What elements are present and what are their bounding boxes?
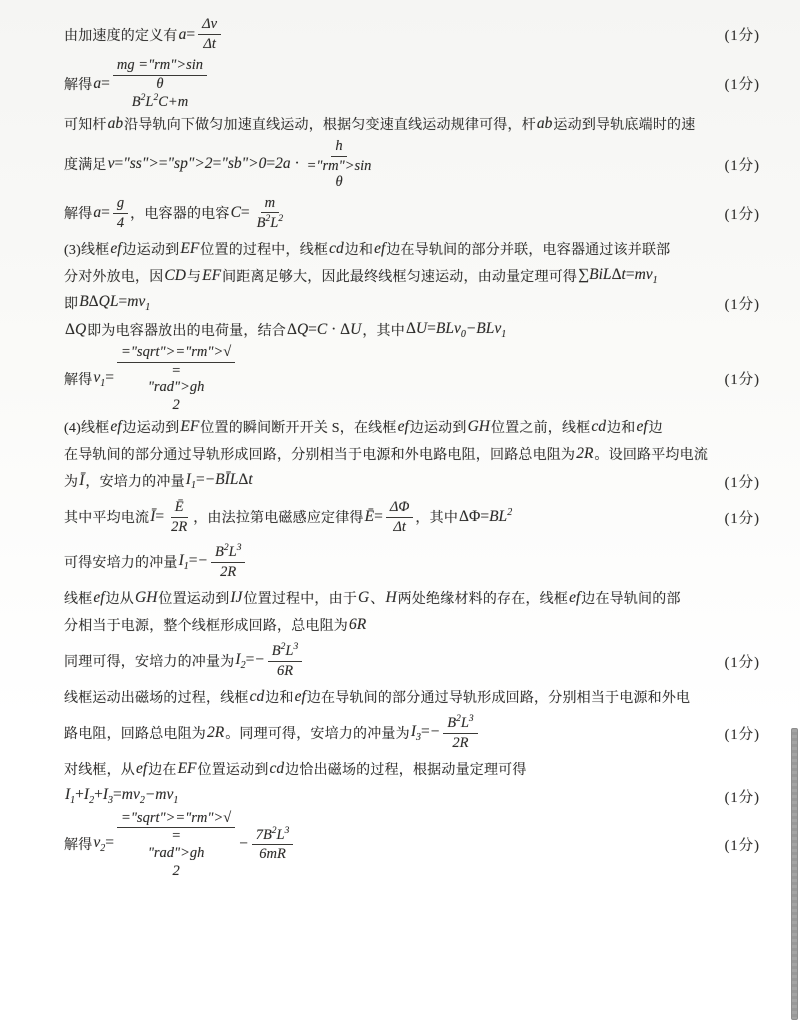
chinese-text: 解得 (64, 77, 93, 93)
line-text (64, 344, 237, 414)
solution-line (64, 684, 760, 711)
math-expression: ef (110, 418, 122, 436)
math-expression: C= (230, 204, 250, 222)
math-expression: Ī (79, 472, 85, 490)
math-expression: GH (135, 589, 158, 607)
chinese-text: 边在导轨间的部分并联，电容器通过该并联部 (386, 243, 671, 259)
math-expression: $I_3=-$ (410, 722, 441, 744)
math-expression: ef (397, 418, 409, 436)
solution-line (64, 263, 760, 290)
score-mark: (1分) (724, 789, 760, 806)
math-expression: 2R (207, 724, 225, 742)
score-mark: (1分) (724, 510, 760, 527)
math-expression: EF (180, 240, 200, 258)
chinese-text: 边在导轨间的部 (581, 592, 681, 608)
chinese-text: (3)线框 (64, 243, 110, 259)
score-mark: (1分) (724, 296, 760, 313)
chinese-text: 间距离足够大，因此最终线框匀速运动，由动量定理可得 (222, 270, 578, 286)
line-text (64, 138, 377, 191)
fraction: $\frac{\Delta v}{\Delta t}$ (198, 16, 221, 52)
fraction: h ="rm">sin θ (306, 137, 372, 191)
math-expression: $v_2=$ (93, 834, 115, 855)
fraction: $\frac{7B^2L^3}{6mR}$ (252, 826, 294, 863)
math-expression: cd (249, 688, 265, 706)
math-expression: $\Delta\Phi=BL^2$ (459, 507, 513, 526)
math-expression: ef (93, 589, 105, 607)
line-text (64, 114, 695, 134)
solution-line (64, 810, 760, 880)
line-text (64, 588, 681, 608)
math-expression: Ī= (150, 508, 165, 526)
scrollbar-thumb[interactable] (791, 728, 798, 1020)
math-expression: CD (164, 267, 186, 285)
solution-line (64, 783, 760, 810)
math-expression: $I_1=-BĪL\Delta t$ (185, 471, 253, 492)
chinese-text: 线框运动出磁场的过程，线框 (64, 691, 249, 707)
solution-line (64, 639, 760, 684)
chinese-text: 边在导轨间的部分通过导轨形成回路，分别相当于电源和外电 (306, 691, 691, 707)
score-mark: (1分) (724, 654, 760, 671)
solution-line (64, 414, 760, 441)
chinese-text: 位置之前，线框 (490, 421, 591, 437)
line-text (64, 687, 690, 707)
chinese-text: 边运动到 (122, 421, 180, 437)
solution-line (64, 468, 760, 495)
math-expression: ef (136, 760, 148, 778)
fraction: ="sqrt">="rm">√ = "rad">gh 2 (117, 344, 235, 414)
line-text (64, 810, 295, 880)
solution-line (64, 441, 760, 468)
chinese-text: 两处绝缘材料的存在，线框 (397, 592, 569, 608)
line-text (64, 499, 513, 535)
math-expression: IJ (230, 589, 243, 607)
math-expression: − (238, 835, 249, 853)
math-expression: 2R (576, 445, 594, 463)
chinese-text: 解得 (64, 372, 93, 388)
math-expression: ab (536, 115, 553, 133)
fraction: $\frac{\Delta\Phi}{\Delta t}$ (386, 499, 414, 535)
math-expression: EF (177, 760, 197, 778)
solution-line (64, 756, 760, 783)
math-expression: $I_1=-$ (178, 551, 208, 573)
math-expression: 6R (349, 616, 367, 634)
chinese-text: 为 (64, 475, 79, 491)
chinese-text: 即 (64, 297, 79, 313)
solution-line (64, 111, 760, 138)
math-expression: ef (374, 240, 386, 258)
chinese-text: 可得安培力的冲量 (64, 556, 178, 572)
score-mark: (1分) (724, 474, 760, 491)
line-text (64, 543, 247, 580)
fraction: $\frac{B^2L^3}{6R}$ (268, 642, 302, 679)
chinese-text: 度满足 (64, 158, 107, 174)
math-expression: G (358, 589, 370, 607)
chinese-text: 即为电容器放出的电荷量，结合 (87, 324, 286, 340)
line-text (64, 444, 708, 464)
fraction: $\frac{B^2L^3}{2R}$ (443, 714, 477, 751)
chinese-text: 边运动到 (122, 243, 180, 259)
fraction: $\frac{Ē}{2R}$ (171, 498, 188, 535)
chinese-text: 分相当于电源，整个线框形成回路，总电阻为 (64, 619, 348, 635)
score-mark: (1分) (724, 726, 760, 743)
score-mark: (1分) (724, 837, 760, 854)
math-expression: ΔU=BLv$_0$−BLv$_1$ (405, 320, 507, 341)
fraction: mg ="rm">sin θ $B^2L^2C+m$ (113, 57, 207, 111)
chinese-text: 边从 (105, 592, 134, 608)
line-text (64, 293, 151, 313)
line-text (64, 714, 480, 751)
line-text (64, 471, 254, 491)
line-text (64, 417, 663, 437)
math-expression: ef (294, 688, 306, 706)
line-text (64, 615, 367, 635)
chinese-text: 可知杆 (64, 118, 107, 134)
solution-line (64, 344, 760, 414)
math-expression: a= (93, 74, 110, 92)
chinese-text: 路电阻，回路总电阻为 (64, 727, 206, 743)
chinese-text: ，其中 (362, 324, 405, 340)
fraction: $\frac{m}{B^2L^2}$ (256, 194, 284, 232)
score-mark: (1分) (724, 77, 760, 94)
fraction: $\frac{B^2L^3}{2R}$ (211, 543, 245, 580)
chinese-text: ，由法拉第电磁感应定律得 (193, 511, 364, 527)
solution-line (64, 12, 760, 57)
chinese-text: 由加速度的定义有 (64, 28, 178, 44)
math-expression: $B\Delta QL=mv_1$ (79, 293, 151, 314)
line-text (64, 239, 670, 259)
solution-line (64, 612, 760, 639)
line-text (64, 759, 527, 779)
math-expression: $\sum BiL\Delta t=mv_1$ (578, 266, 658, 287)
line-text (64, 266, 659, 286)
math-expression: a= (93, 204, 110, 222)
chinese-text: 边和 (265, 691, 294, 707)
chinese-text: (4)线框 (64, 421, 110, 437)
chinese-text: 。同理可得，安培力的冲量为 (225, 727, 410, 743)
chinese-text: 边和 (344, 243, 374, 259)
chinese-text: 边 (648, 421, 663, 437)
math-expression: ΔQ=C · ΔU (286, 321, 362, 339)
math-expression: v="ss">="sp">2="sb">0=2a · (107, 155, 300, 173)
math-expression: H (385, 589, 397, 607)
chinese-text: 位置的过程中，线框 (200, 243, 329, 259)
chinese-text: 线框 (64, 592, 93, 608)
score-mark: (1分) (724, 372, 760, 389)
line-text (64, 57, 209, 111)
math-expression: EF (202, 267, 222, 285)
math-expression: cd (329, 240, 344, 258)
chinese-text: ，电容器的电容 (130, 207, 230, 223)
chinese-text: ，安培力的冲量 (85, 475, 185, 491)
solution-line (64, 495, 760, 540)
chinese-text: 边在 (148, 763, 177, 779)
score-mark: (1分) (724, 28, 760, 44)
chinese-text: 运动到导轨底端时的速 (553, 118, 696, 134)
solution-line (64, 191, 760, 236)
chinese-text: 解得 (64, 838, 93, 854)
math-expression: $I_1+I_2+I_3=mv_2-mv_1$ (65, 786, 179, 807)
chinese-text: 边和 (607, 421, 636, 437)
line-text (64, 786, 179, 806)
line-text (64, 320, 507, 340)
chinese-text: 对线框，从 (64, 763, 135, 779)
math-expression: cd (269, 760, 285, 778)
chinese-text: 。设回路平均电流 (594, 448, 709, 464)
math-expression: ab (107, 115, 124, 133)
chinese-text: 边恰出磁场的过程，根据动量定理可得 (285, 763, 527, 779)
math-expression: $I_2=-$ (235, 650, 265, 672)
line-text (64, 195, 289, 232)
fraction: $\frac{g}{4}$ (113, 195, 128, 231)
math-expression: ef (636, 418, 648, 436)
chinese-text: 位置运动到 (158, 592, 230, 608)
chinese-text: 同理可得，安培力的冲量为 (64, 655, 235, 671)
math-expression: ΔQ (65, 321, 87, 339)
chinese-text: 分对外放电，因 (64, 270, 164, 286)
line-text (64, 642, 304, 679)
chinese-text: 位置运动到 (197, 763, 269, 779)
chinese-text: 位置过程中，由于 (243, 592, 358, 608)
solution-line (64, 540, 760, 585)
score-mark: (1分) (724, 206, 760, 223)
score-mark: (1分) (724, 157, 760, 174)
solution-line (64, 290, 760, 317)
math-expression: cd (591, 418, 607, 436)
math-expression: GH (467, 418, 490, 436)
chinese-text: ，其中 (415, 511, 459, 527)
solution-line (64, 317, 760, 344)
chinese-text: 位置的瞬间断开开关 S，在线框 (200, 421, 397, 437)
math-expression: a= (178, 25, 196, 43)
math-expression: $v_1=$ (93, 368, 115, 389)
chinese-text: 解得 (64, 207, 93, 223)
chinese-text: 其中平均电流 (64, 511, 150, 527)
math-expression: EF (180, 418, 200, 436)
math-expression: Ē= (364, 508, 383, 526)
solution-line (64, 585, 760, 612)
math-expression: ef (569, 589, 581, 607)
chinese-text: 在导轨间的部分通过导轨形成回路，分别相当于电源和外电路电阻，回路总电阻为 (64, 448, 576, 464)
solution-line (64, 711, 760, 756)
fraction: ="sqrt">="rm">√ = "rad">gh 2 (117, 810, 235, 880)
chinese-text: 、 (370, 592, 385, 608)
chinese-text: 沿导轨向下做匀加速直线运动，根据匀变速直线运动规律可得，杆 (124, 118, 536, 134)
math-expression: ef (110, 240, 122, 258)
line-text (64, 16, 223, 52)
chinese-text: 与 (186, 270, 202, 286)
solution-line (64, 57, 760, 111)
solution-line (64, 236, 760, 263)
solution-line (64, 138, 760, 191)
chinese-text: 边运动到 (409, 421, 467, 437)
